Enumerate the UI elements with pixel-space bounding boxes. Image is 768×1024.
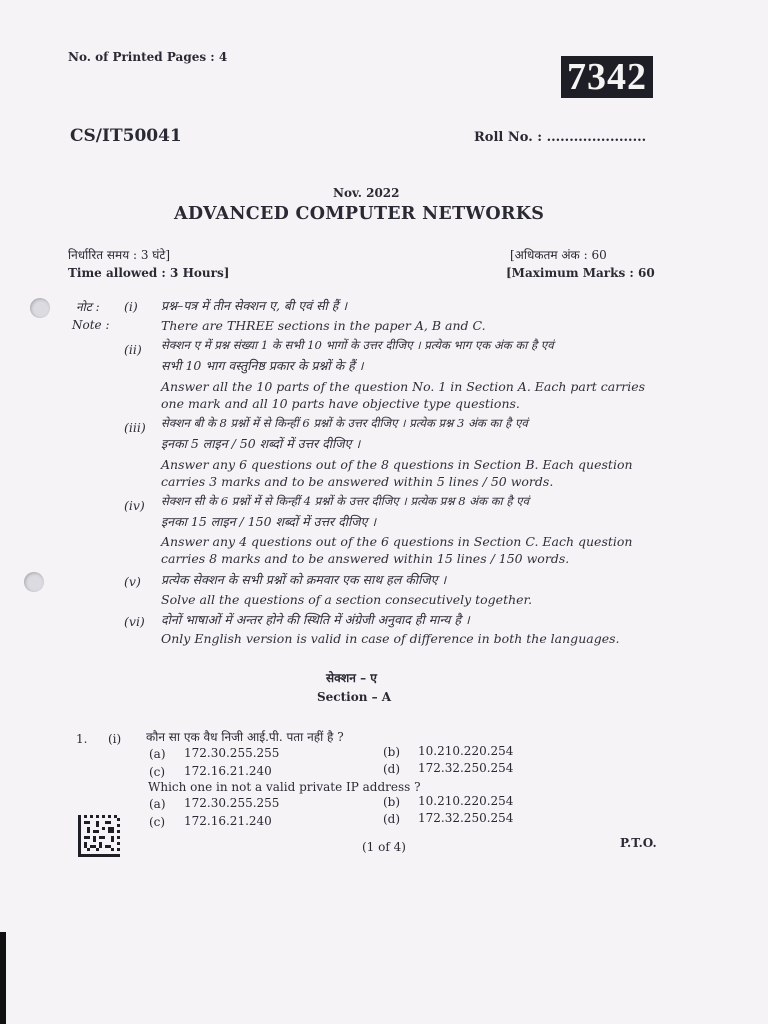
option-label: (d) [383,762,401,776]
question-part: (i) [108,732,122,746]
note-text-hindi: सभी 10 भाग वस्तुनिष्ठ प्रकार के प्रश्नों के हैं । [161,358,364,373]
note-number: (iv) [124,498,145,513]
datamatrix-barcode-icon [78,815,120,857]
option-value: 172.32.250.254 [418,761,514,775]
note-text: Solve all the questions of a section consecutively together. [161,592,533,607]
option-label: (d) [383,812,401,826]
note-text: Answer any 4 questions out of the 6 questions in Section C. Each question [161,534,633,549]
option-label: (c) [149,815,166,829]
option-label: (c) [149,765,166,779]
option-value: 172.30.255.255 [184,746,280,760]
note-text-hindi: दोनों भाषाओं में अन्तर होने की स्थिति में अंग्रेजी अनुवाद ही मान्य है । [161,612,470,627]
note-text: Only English version is valid in case of difference in both the languages. [161,631,620,646]
please-turn-over: P.T.O. [620,836,657,850]
max-marks-hindi: [अधिकतम अंक : 60 [510,248,607,262]
note-number: (vi) [124,614,145,629]
option-value: 172.16.21.240 [184,764,272,778]
note-number: (i) [124,299,138,314]
question-text-hindi: कौन सा एक वैध निजी आई.पी. पता नहीं है ? [146,730,344,744]
note-text: one mark and all 10 parts have objective type questions. [161,396,520,411]
note-label-hindi: नोट : [76,300,100,314]
note-number: (iii) [124,420,146,435]
section-title: Section – A [317,690,392,704]
note-text: carries 8 marks and to be answered within 15 lines / 150 words. [161,551,570,566]
note-text-hindi: सेक्शन बी के 8 प्रश्नों में से किन्हीं 6 प्रश्नों के उत्तर दीजिए । प्रत्येक प्रश्न 3 अंक का है एवं [161,416,528,430]
note-number: (v) [124,574,141,589]
option-label: (a) [149,797,166,811]
note-text-hindi: इनका 5 लाइन / 50 शब्दों में उत्तर दीजिए । [161,436,361,451]
note-text-hindi: सेक्शन सी के 6 प्रश्नों में से किन्हीं 4 प्रश्नों के उत्तर दीजिए । प्रत्येक प्रश्न 8 अंक का है एवं [161,494,530,508]
note-number: (ii) [124,342,142,357]
note-text-hindi: इनका 15 लाइन / 150 शब्दों में उत्तर दीजिए । [161,514,377,529]
option-label: (b) [383,745,401,759]
note-text: There are THREE sections in the paper A, B and C. [161,318,486,333]
option-value: 172.30.255.255 [184,796,280,810]
note-text-hindi: प्रश्न–पत्र में तीन सेक्शन ए, बी एवं सी हैं । [161,298,348,313]
time-allowed-hindi: निर्धारित समय : 3 घंटे] [68,248,171,262]
printed-pages: No. of Printed Pages : 4 [68,50,228,64]
exam-session: Nov. 2022 [333,186,400,200]
note-text: Answer any 6 questions out of the 8 questions in Section B. Each question [161,457,633,472]
time-allowed: Time allowed : 3 Hours] [68,266,230,280]
question-number: 1. [76,732,88,746]
scan-edge-shadow [0,932,6,1024]
punch-hole-top [30,298,50,318]
section-title-hindi: सेक्शन – ए [326,671,377,685]
max-marks: [Maximum Marks : 60 [506,266,655,280]
option-label: (a) [149,747,166,761]
note-text-hindi: प्रत्येक सेक्शन के सभी प्रश्नों को क्रमवार एक साथ हल कीजिए । [161,572,447,587]
question-text: Which one in not a valid private IP address ? [148,780,421,794]
option-value: 10.210.220.254 [418,744,514,758]
paper-title: ADVANCED COMPUTER NETWORKS [174,204,545,224]
option-value: 172.16.21.240 [184,814,272,828]
note-text: Answer all the 10 parts of the question No. 1 in Section A. Each part carries [161,379,646,394]
page-number: (1 of 4) [362,840,406,854]
note-text: carries 3 marks and to be answered within 5 lines / 50 words. [161,474,554,489]
option-label: (b) [383,795,401,809]
note-label: Note : [72,318,110,332]
paper-code-box: 7342 [561,56,653,98]
course-code: CS/IT50041 [70,126,182,146]
punch-hole-bottom [24,572,44,592]
option-value: 172.32.250.254 [418,811,514,825]
option-value: 10.210.220.254 [418,794,514,808]
roll-number: Roll No. : ...................... [474,130,647,145]
note-text-hindi: सेक्शन ए में प्रश्न संख्या 1 के सभी 10 भागों के उत्तर दीजिए । प्रत्येक भाग एक अंक का है एवं [161,338,554,352]
